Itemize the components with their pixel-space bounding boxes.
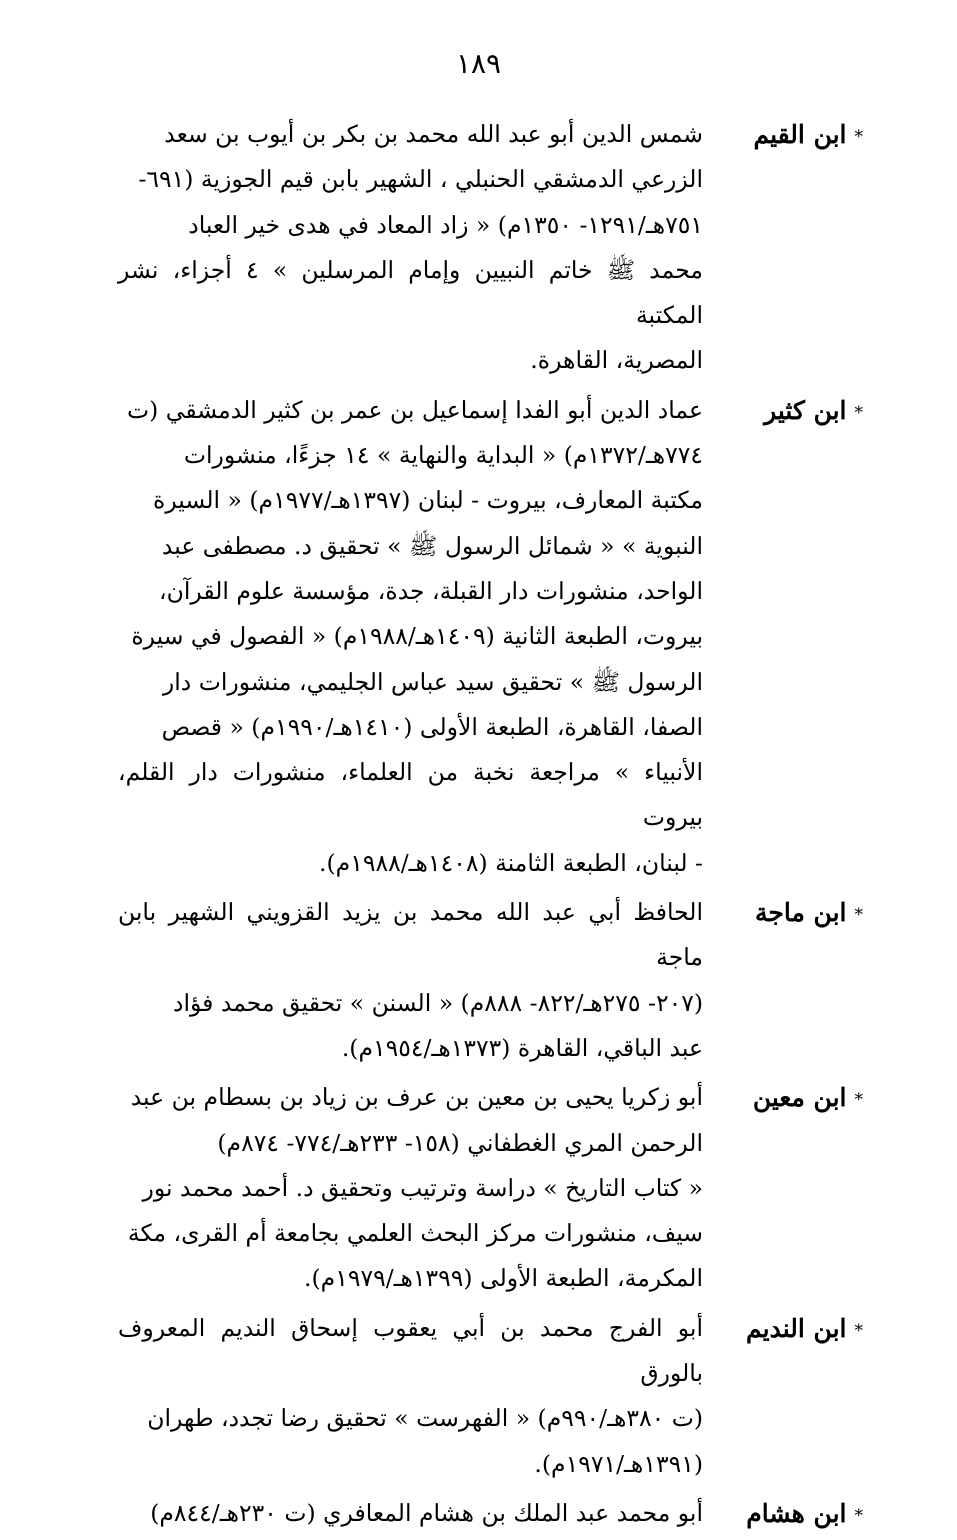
entry-name: ابن كثير [764,395,847,425]
entry-text-line: الواحد، منشورات دار القبلة، جدة، مؤسسة علوم القرآن، [159,576,703,605]
entry-text-line: « كتاب التاريخ » دراسة وترتيب وتحقيق د. أحمد محمد نور [142,1173,703,1202]
entry-text [118,890,703,1071]
entry-text-line: بيروت، الطبعة الثانية (١٤٠٩هـ/١٩٨٨م) « الفصول في سيرة [131,622,703,651]
entry [118,1306,863,1487]
asterisk-icon: * [854,1505,863,1526]
entry-text-line: (ت ٣٨٠هـ/٩٩٠م) « الفهرست » تحقيق رضا تجدد، طهران [147,1404,703,1433]
entry [118,1075,863,1301]
entry-text-line: النبوية » « شمائل الرسول ﷺ » تحقيق د. مصطفى عبد [161,531,703,560]
entry-text-line: الرسول ﷺ » تحقيق سيد عباس الجليمي، منشورات دار [162,667,703,696]
entry-text-line: الصفا، القاهرة، الطبعة الأولى (١٤١٠هـ/١٩٩٠م) « قصص [161,712,703,741]
entry-text [118,1306,703,1487]
page-number: ١٨٩ [455,47,502,80]
entry-text-line: ٧٥١هـ/١٢٩١- ١٣٥٠م) « زاد المعاد في هدى خير العباد [188,210,703,239]
entry [118,388,863,886]
entry-text-line: عماد الدين أبو الفدا إسماعيل بن عمر بن كثير الدمشقي (ت [126,395,703,424]
entry-heading [703,1491,863,1536]
entry-name: ابن القيم [753,120,847,149]
entry-text-line: محمد ﷺ خاتم النبيين وإمام المرسلين » ٤ أجزاء، نشر المكتبة [118,255,703,330]
entry-name: ابن النديم [746,1313,847,1343]
entry-text-line: أبو الفرج محمد بن أبي يعقوب إسحاق النديم المعروف بالورق [118,1313,703,1388]
entry-heading [703,112,863,384]
entry-text-line: ٧٧٤هـ/١٣٧٢م) « البداية والنهاية » ١٤ جزءًا، منشورات [183,441,703,470]
entry-text [118,1491,703,1536]
entry-text-line: (١٣٩١هـ/١٩٧١م). [534,1449,703,1478]
entry-text-line: أبو محمد عبد الملك بن هشام المعافري (ت ٢٣٠هـ/٨٤٤م) [150,1498,703,1527]
entry-list [118,112,863,1540]
entry-text-line: الزرعي الدمشقي الحنبلي ، الشهير بابن قيم الجوزية (٦٩١- [138,165,703,194]
entry-text-line: المصرية، القاهرة. [530,346,703,375]
entry [118,112,863,384]
entry-heading [703,388,863,886]
entry-text [118,1075,703,1301]
entry-text-line: - لبنان، الطبعة الثامنة (١٤٠٨هـ/١٩٨٨م). [319,848,703,877]
entry-text-line: أبو زكريا يحيى بن معين بن عرف بن زياد بن بسطام بن عبد [130,1083,703,1112]
entry-text-line: (٢٠٧- ٢٧٥هـ/٨٢٢- ٨٨٨م) « السنن » تحقيق محمد فؤاد [173,988,703,1017]
entry [118,890,863,1071]
asterisk-icon: * [854,905,863,926]
entry-text-line: المكرمة، الطبعة الأولى (١٣٩٩هـ/١٩٧٩م). [304,1264,703,1293]
entry-text-line: الرحمن المري الغطفاني (١٥٨- ٢٣٣هـ/٧٧٤- ٨٧٤م) [217,1128,703,1157]
entry-text-line: سيف، منشورات مركز البحث العلمي بجامعة أم القرى، مكة [127,1219,703,1248]
entry-heading [703,890,863,1071]
entry-text-line: عبد الباقي، القاهرة (١٣٧٣هـ/١٩٥٤م). [341,1033,703,1062]
entry-name: ابن ماجة [754,898,847,928]
entry-heading [703,1075,863,1301]
entry-text-line: الحافظ أبي عبد الله محمد بن يزيد القزويني الشهير بابن ماجة [118,898,703,972]
asterisk-icon: * [854,127,863,147]
entry-text-line: مكتبة المعارف، بيروت - لبنان (١٣٩٧هـ/١٩٧٧م) « السيرة [153,486,703,515]
asterisk-icon: * [854,1320,863,1341]
asterisk-icon: * [854,1090,863,1111]
entry-text-line: شمس الدين أبو عبد الله محمد بن بكر بن أيوب بن سعد [164,120,703,148]
asterisk-icon: * [854,402,863,423]
entry-text [118,112,703,384]
entry-heading [703,1306,863,1487]
entry [118,1491,863,1536]
entry-name: ابن معين [752,1083,847,1113]
entry-text-line: الأنبياء » مراجعة نخبة من العلماء، منشورات دار القلم، بيروت [118,758,703,832]
entry-text [118,388,703,886]
entry-name: ابن هشام [746,1498,847,1528]
